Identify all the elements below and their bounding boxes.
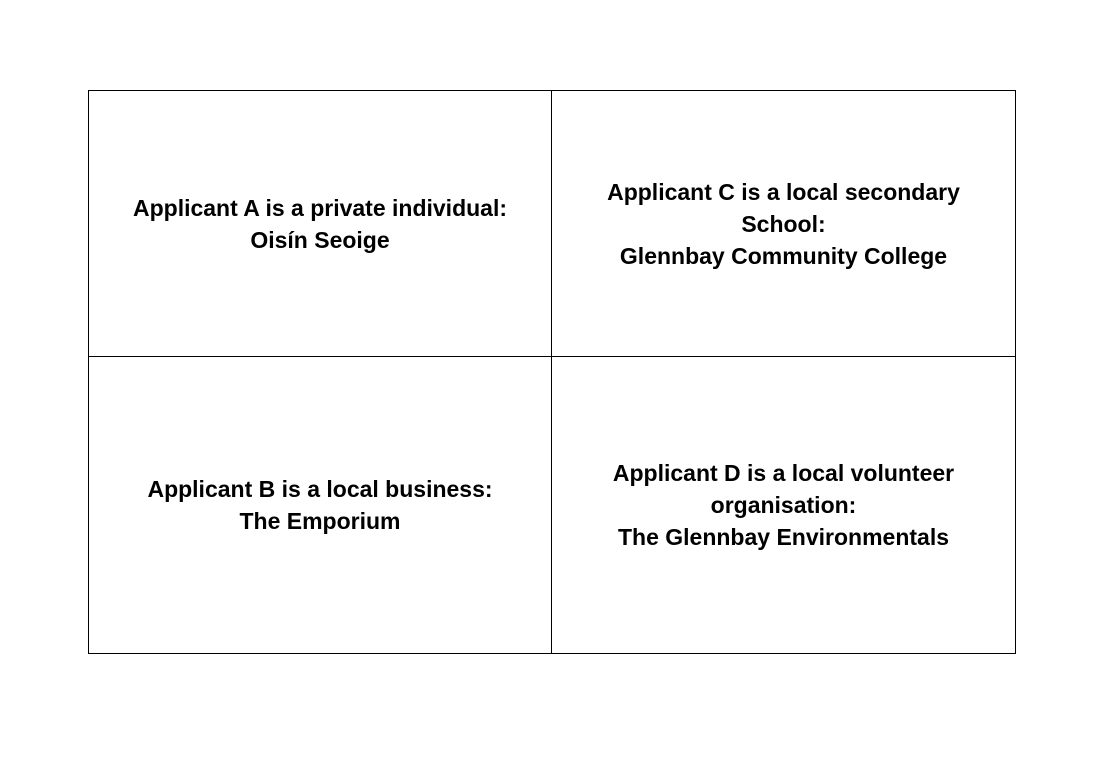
- card-applicant-d: [552, 357, 1016, 654]
- card-applicant-a: [89, 91, 552, 357]
- applicant-cards-table: [88, 90, 1016, 654]
- card-applicant-a-name: Oisín Seoige: [250, 226, 390, 253]
- card-applicant-c: [552, 91, 1016, 357]
- card-applicant-c-text: [562, 176, 1005, 272]
- card-applicant-b-description: Applicant B is a local business:: [147, 476, 493, 503]
- card-applicant-b: [89, 357, 552, 654]
- card-applicant-d-description-line1: Applicant D is a local volunteer: [612, 460, 955, 487]
- card-applicant-a-description: Applicant A is a private individual:: [132, 194, 508, 221]
- card-applicant-d-name: The Glennbay Environmentals: [617, 524, 950, 551]
- cards-row-top: [89, 91, 1016, 357]
- card-applicant-c-description: Applicant C is a local secondary School:: [607, 178, 960, 237]
- card-applicant-d-description-line2: organisation:: [710, 492, 857, 519]
- card-applicant-d-text: [562, 457, 1005, 553]
- cards-row-bottom: [89, 357, 1016, 654]
- card-applicant-a-text: [99, 192, 541, 256]
- card-applicant-b-name: The Emporium: [239, 508, 401, 535]
- card-applicant-c-name: Glennbay Community College: [619, 242, 948, 269]
- card-applicant-b-text: [99, 473, 541, 537]
